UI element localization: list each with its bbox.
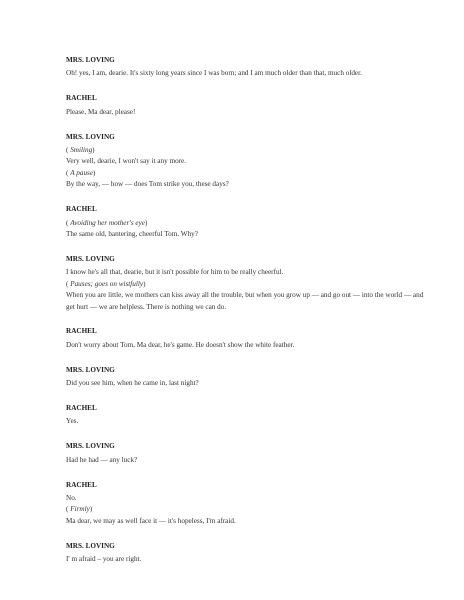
speaker-name: MRS. LOVING: [66, 56, 115, 64]
dialogue-block: [66, 204, 426, 240]
dialogue-line: Yes.: [66, 417, 79, 426]
paren-close: ): [143, 279, 146, 288]
dialogue-line: Ma dear, we may as well face it — it's hopeless, I'm afraid.: [66, 516, 236, 525]
stage-direction: [66, 168, 426, 179]
paren-close: ): [89, 505, 93, 514]
dialogue-line: Don't worry about Tom, Ma dear, he's game. He doesn't show the white feather.: [66, 340, 295, 349]
stage-direction-text: A pause: [70, 168, 94, 177]
speaker-name: MRS. LOVING: [66, 442, 115, 451]
dialogue-block: [66, 365, 426, 390]
dialogue-line: I know he's all that, dearie, but it isn't possible for him to be really cheerful.: [66, 268, 284, 277]
dialogue-block: [66, 93, 426, 118]
paren-close: ): [92, 146, 95, 155]
speaker-name: RACHEL: [66, 404, 97, 413]
dialogue-block: [66, 326, 426, 351]
dialogue-block: [66, 132, 426, 191]
stage-direction-text: Smiling: [70, 146, 93, 155]
paren-open: (: [66, 168, 71, 177]
speaker-name: MRS. LOVING: [66, 254, 115, 263]
stage-direction-text: Firmly: [70, 505, 90, 514]
speaker-name: RACHEL: [66, 480, 97, 489]
paren-open: (: [66, 505, 71, 514]
stage-direction-text: Avoiding her mother's eye: [70, 218, 145, 227]
dialogue-line: The same old, bantering, cheerful Tom. Why?: [66, 229, 198, 238]
dialogue-block: [66, 403, 426, 428]
paren-open: (: [66, 218, 71, 227]
play-script: [66, 55, 426, 579]
speaker-name: RACHEL: [66, 327, 97, 336]
dialogue-line: Did you see him, when he came in, last night?: [66, 379, 199, 388]
speaker-name: RACHEL: [66, 94, 97, 103]
stage-direction: [66, 145, 426, 156]
speaker-name: MRS. LOVING: [66, 132, 115, 141]
dialogue-block: [66, 480, 426, 528]
stage-direction: [66, 218, 426, 229]
paren-open: (: [66, 146, 71, 155]
dialogue-block: [66, 541, 426, 566]
paren-close: ): [145, 218, 148, 227]
dialogue-block: [66, 55, 426, 80]
dialogue-line: I' m afraid – you are right.: [66, 555, 142, 564]
dialogue-line: When you are little, we mothers can kiss away all the trouble, but when you grow up — and go out — into the world — and get hurt — we are helpless. There is nothing we can do.: [66, 291, 424, 311]
dialogue-line: Had he had — any luck?: [66, 455, 138, 464]
speaker-name: MRS. LOVING: [66, 541, 115, 550]
dialogue-line: By the way, — how — does Tom strike you, these days?: [66, 180, 229, 189]
stage-direction: [66, 504, 426, 515]
dialogue-line: No.: [66, 494, 77, 503]
dialogue-line: Oh! yes, I am, dearie. It's sixty long years since I was born; and I am much older than that, much older.: [66, 69, 362, 78]
speaker-name: RACHEL: [66, 205, 97, 214]
stage-direction: [66, 279, 426, 290]
paren-close: ): [93, 168, 96, 177]
speaker-name: MRS. LOVING: [66, 365, 115, 374]
dialogue-block: [66, 441, 426, 466]
dialogue-line: Very well, dearie, I won't say it any more.: [66, 157, 187, 166]
stage-direction-text: Pauses; goes on wistfully: [70, 279, 144, 288]
paren-open: (: [66, 279, 71, 288]
dialogue-block: [66, 254, 426, 313]
dialogue-line: Please, Ma dear, please!: [66, 107, 136, 116]
